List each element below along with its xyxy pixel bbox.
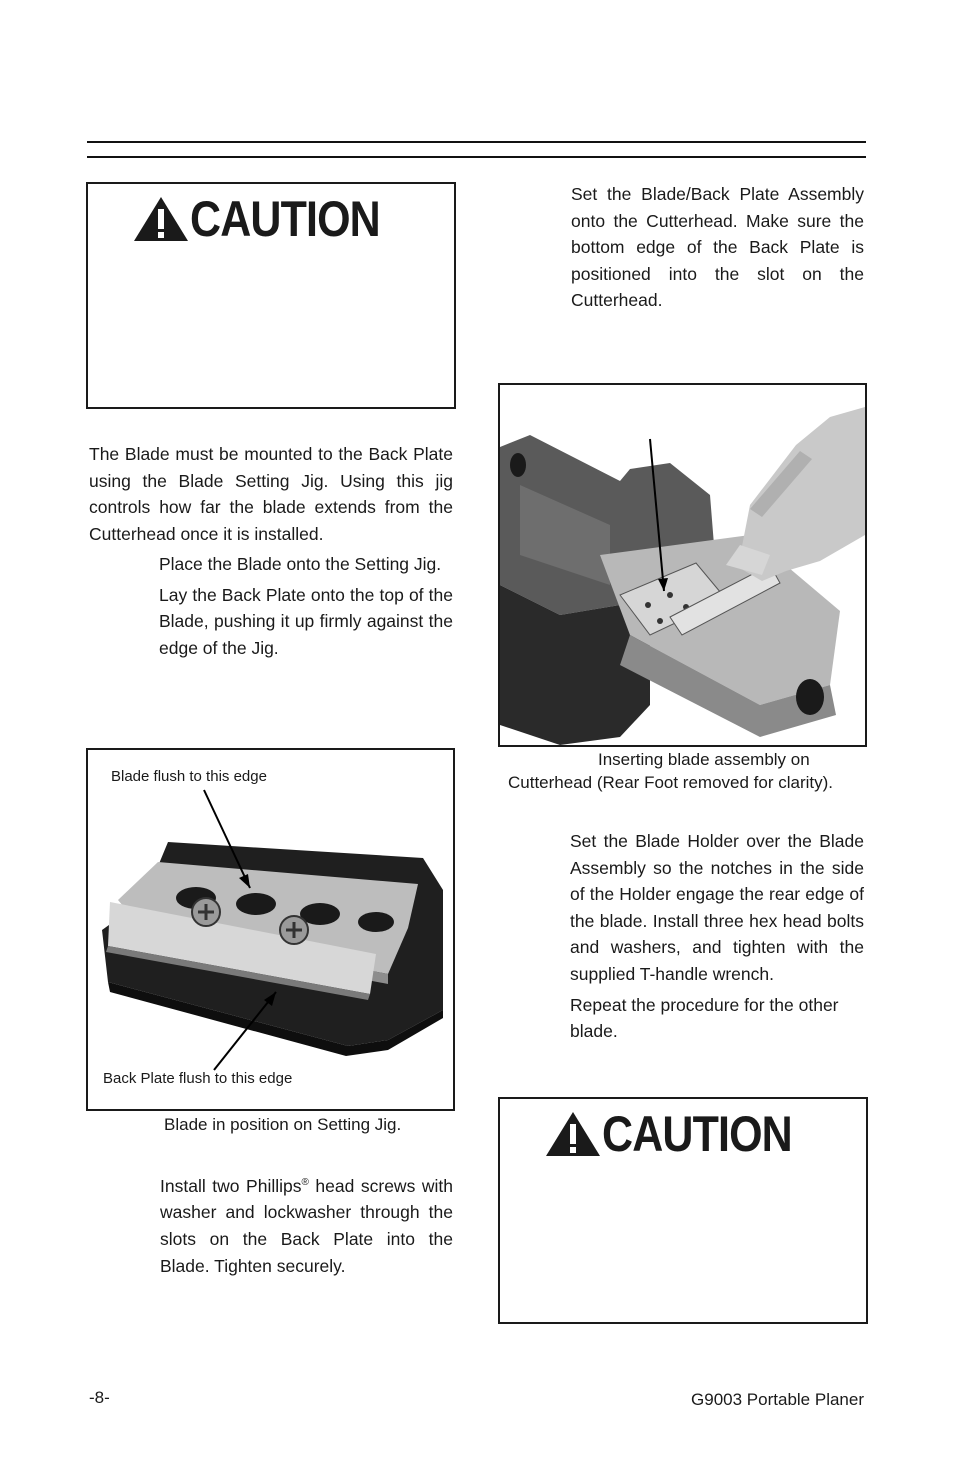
step-lay-back-plate: Lay the Back Plate onto the top of the Blade, pushing it up firmly against the edge of the Jig. xyxy=(159,584,453,658)
intro-text: The Blade must be mounted to the Back Plate using the Blade Setting Jig. Using this jig controls how far the blade extends from the Cutterhead once it is installed. xyxy=(89,444,453,544)
warning-triangle-icon xyxy=(132,195,190,243)
manual-title: G9003 Portable Planer xyxy=(691,1390,864,1409)
step-repeat: Repeat the procedure for the other blade. xyxy=(570,994,839,1042)
header-rule-bottom xyxy=(87,156,866,158)
header-rule-top xyxy=(87,141,866,143)
caution-box-2 xyxy=(498,1097,868,1324)
steps-5-6 xyxy=(570,828,864,1049)
cutterhead-caption-line2: Cutterhead (Rear Foot removed for clarity). xyxy=(508,773,834,792)
caution-heading-2 xyxy=(544,1106,823,1162)
setting-jig-figure xyxy=(86,748,455,1111)
page-number: -8- xyxy=(89,1388,110,1407)
warning-triangle-icon xyxy=(544,1110,602,1158)
step-set-blade-holder: Set the Blade Holder over the Blade Assembly so the notches in the side of the Holder engage the rear edge of the blade. Install three hex head bolts and washers, and tighten with the supplied T-handle wrench. xyxy=(570,831,864,984)
setting-jig-caption: Blade in position on Setting Jig. xyxy=(164,1115,402,1134)
registered-mark: ® xyxy=(301,1177,309,1188)
step-install-screws xyxy=(160,1170,453,1283)
figure-label-blade-flush: Blade flush to this edge xyxy=(111,768,267,785)
step-place-blade: Place the Blade onto the Setting Jig. xyxy=(159,554,442,574)
step3-text-b: head screws with washer and lockwasher through the slots on the Back Plate into the Blade. Tighten securely. xyxy=(160,1175,453,1276)
intro-paragraph xyxy=(89,441,453,551)
cutterhead-figure xyxy=(498,383,867,747)
cutterhead-illustration xyxy=(500,385,865,745)
caution-label-2: CAUTION xyxy=(602,1106,792,1162)
setting-jig-illustration xyxy=(88,750,453,1109)
caution-heading-1 xyxy=(132,191,411,247)
step3-text-a: Install two Phillips xyxy=(160,1175,302,1196)
step4-text: Set the Blade/Back Plate Assembly onto the Cutterhead. Make sure the bottom edge of the Back Plate is positioned into the slot on the Cutterhead. xyxy=(571,184,864,311)
steps-1-2 xyxy=(159,551,453,665)
figure-label-back-plate-flush: Back Plate flush to this edge xyxy=(103,1070,293,1087)
step-set-assembly xyxy=(571,181,864,318)
caution-label-1: CAUTION xyxy=(190,191,380,247)
cutterhead-caption-line1: Inserting blade assembly on xyxy=(598,750,810,769)
caution-box-1 xyxy=(86,182,456,409)
